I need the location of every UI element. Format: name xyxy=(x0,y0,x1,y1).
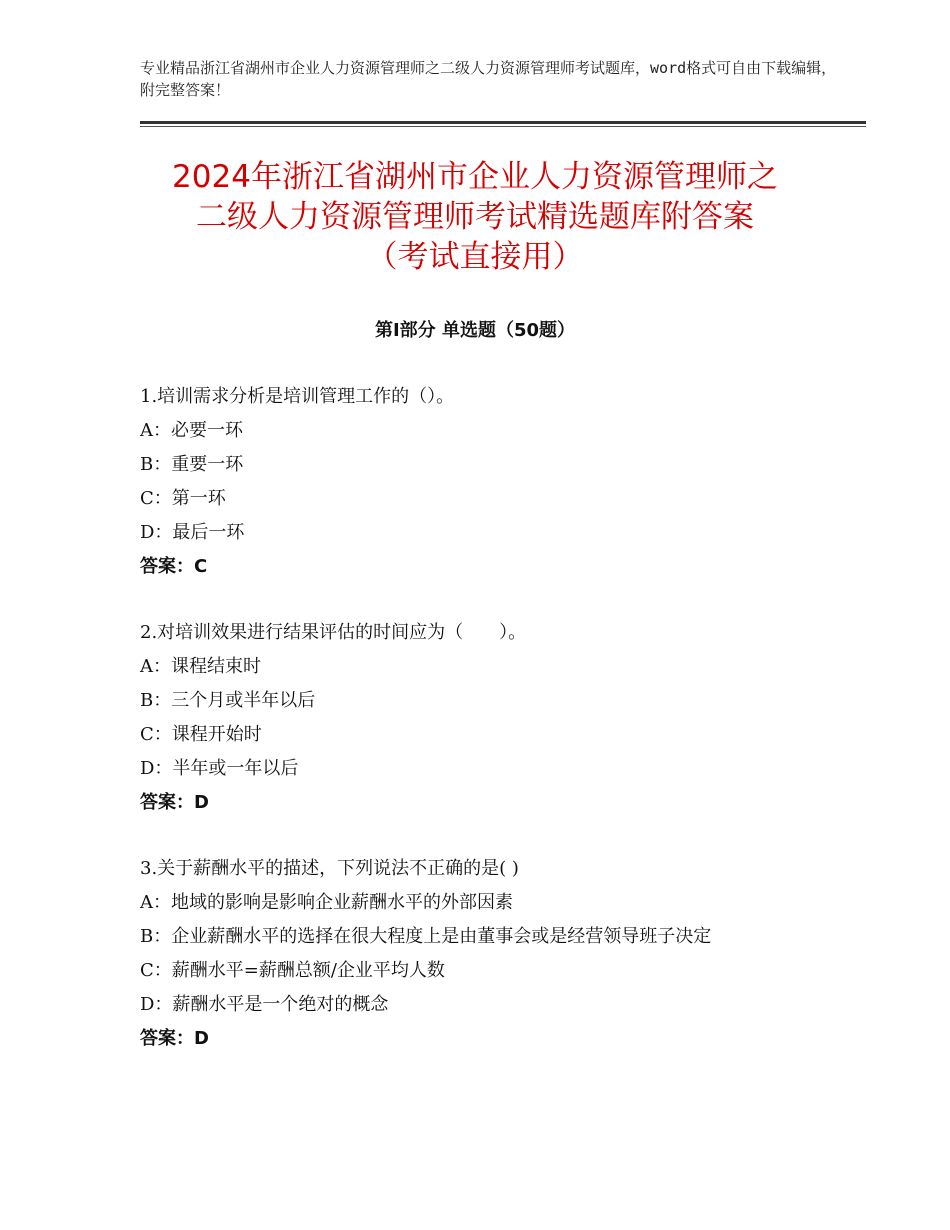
option-c: C：第一环 xyxy=(140,488,226,509)
option-a: A：必要一环 xyxy=(140,420,243,441)
option-d: D：半年或一年以后 xyxy=(140,758,299,779)
question-1 xyxy=(140,380,830,584)
option-b: B：重要一环 xyxy=(140,454,244,475)
option-c: C：薪酬水平=薪酬总额/企业平均人数 xyxy=(140,960,445,981)
question-stem: 2.对培训效果进行结果评估的时间应为（ ）。 xyxy=(140,622,527,643)
option-d: D：最后一环 xyxy=(140,522,245,543)
document-title xyxy=(100,157,850,277)
section-heading: 第Ⅰ部分 单选题（50题） xyxy=(374,320,575,341)
header-note: 专业精品浙江省湖州市企业人力资源管理师之二级人力资源管理师考试题库，word格式可自由下载编辑，附完整答案！ xyxy=(140,59,837,99)
header-divider-thin xyxy=(140,126,866,127)
option-a: A：地域的影响是影响企业薪酬水平的外部因素 xyxy=(140,892,513,913)
option-d: D：薪酬水平是一个绝对的概念 xyxy=(140,994,389,1015)
title-line-2: 二级人力资源管理师考试精选题库附答案 xyxy=(196,199,754,235)
answer-label: 答案：C xyxy=(140,556,208,577)
option-a: A：课程结束时 xyxy=(140,656,261,677)
option-b: B：三个月或半年以后 xyxy=(140,690,316,711)
answer-label: 答案：D xyxy=(140,1028,209,1049)
title-line-3: （考试直接用） xyxy=(366,239,584,275)
question-2 xyxy=(140,616,830,820)
title-line-1: 2024年浙江省湖州市企业人力资源管理师之 xyxy=(172,159,778,195)
option-b: B：企业薪酬水平的选择在很大程度上是由董事会或是经营领导班子决定 xyxy=(140,926,712,947)
question-3 xyxy=(140,852,830,1056)
header-divider-thick xyxy=(140,121,866,124)
question-stem: 1.培训需求分析是培训管理工作的（）。 xyxy=(140,386,455,407)
question-stem: 3.关于薪酬水平的描述，下列说法不正确的是( ) xyxy=(140,858,519,879)
question-list xyxy=(140,380,830,1088)
option-c: C：课程开始时 xyxy=(140,724,262,745)
answer-label: 答案：D xyxy=(140,792,209,813)
